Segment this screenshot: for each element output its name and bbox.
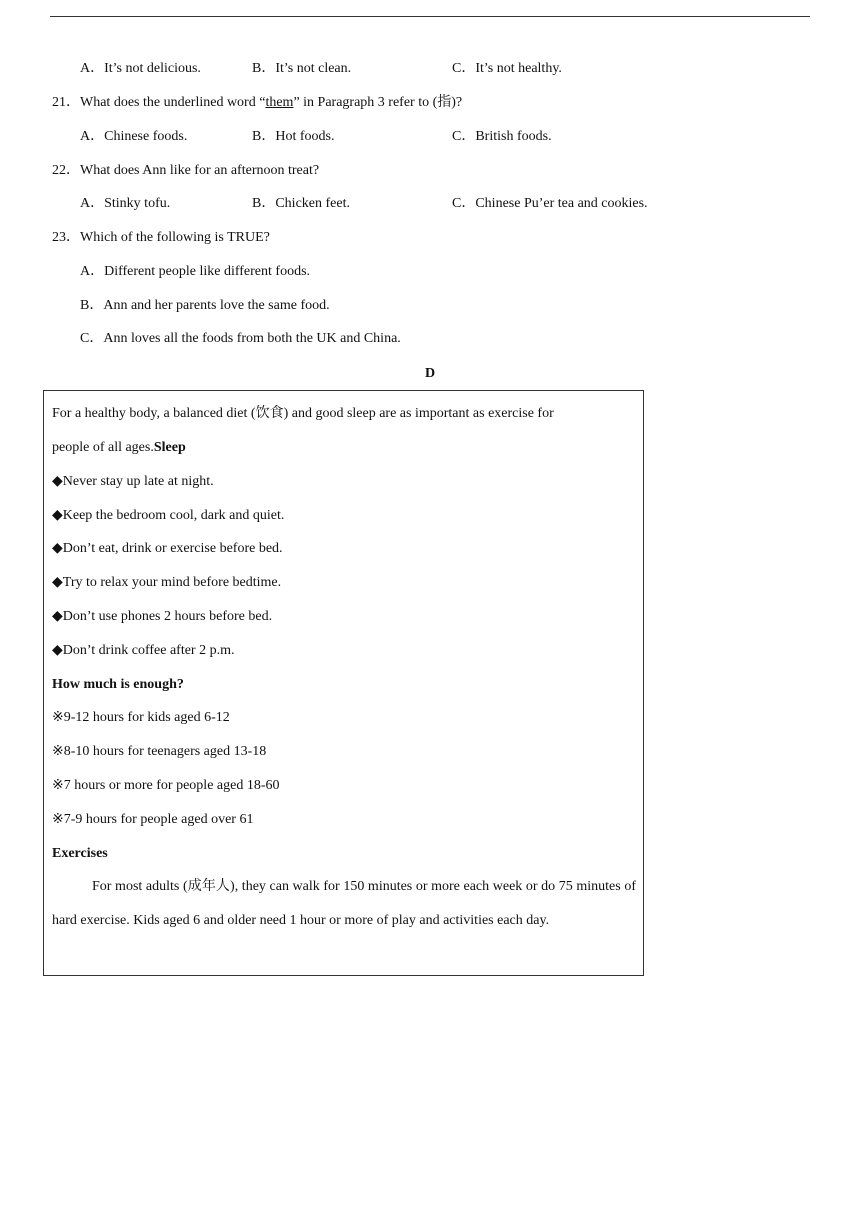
- page-top-rule: [50, 16, 810, 17]
- sleep-tip: ◆Don’t use phones 2 hours before bed.: [52, 609, 273, 624]
- section-d-box: [43, 390, 644, 976]
- q22-stem: 22．What does Ann like for an afternoon treat?: [52, 163, 320, 178]
- enough-item: ※7 hours or more for people aged 18-60: [52, 778, 280, 793]
- sleep-heading: Sleep: [153, 440, 186, 455]
- intro-line-2: [52, 439, 186, 457]
- exercises-heading: Exercises: [52, 846, 108, 861]
- q23-option-c: C．Ann loves all the foods from both the UK and China.: [80, 331, 401, 346]
- q21-stem-pre: 21．What does the underlined word “: [52, 95, 266, 110]
- q20-option-b: B．It’s not clean.: [252, 61, 352, 76]
- intro-line-1: For a healthy body, a balanced diet (饮食) and good sleep are as important as exercise for: [52, 406, 554, 421]
- intro-line-2-text: people of all ages.: [52, 440, 154, 455]
- enough-item: ※9-12 hours for kids aged 6-12: [52, 710, 230, 725]
- q21-stem-post: ” in Paragraph 3 refer to (指)?: [293, 95, 463, 110]
- q20-option-a: A．It’s not delicious.: [80, 61, 201, 76]
- sleep-tip: ◆Never stay up late at night.: [52, 474, 214, 489]
- q21-option-c: C．British foods.: [452, 129, 552, 144]
- q20-option-c: C．It’s not healthy.: [452, 61, 562, 76]
- sleep-tip: ◆Don’t drink coffee after 2 p.m.: [52, 643, 235, 658]
- q21-option-b: B．Hot foods.: [252, 129, 335, 144]
- q22-option-c: C．Chinese Pu’er tea and cookies.: [452, 196, 648, 211]
- q22-option-b: B．Chicken feet.: [252, 196, 350, 211]
- enough-heading: How much is enough?: [52, 677, 184, 692]
- exercises-paragraph: For most adults (成年人), they can walk for 150 minutes or more each week or do 75 minutes of hard exercise. Kids aged 6 and older need 1 hour or more of play and activities each day.: [52, 879, 636, 928]
- enough-item: ※8-10 hours for teenagers aged 13-18: [52, 744, 267, 759]
- enough-item: ※7-9 hours for people aged over 61: [52, 812, 254, 827]
- section-d-heading: D: [424, 366, 436, 381]
- q23-option-a: A．Different people like different foods.: [80, 264, 311, 279]
- q23-option-b: B．Ann and her parents love the same food.: [80, 298, 330, 313]
- sleep-tip: ◆Don’t eat, drink or exercise before bed.: [52, 541, 283, 556]
- q23-stem: 23．Which of the following is TRUE?: [52, 230, 270, 245]
- q22-option-a: A．Stinky tofu.: [80, 196, 171, 211]
- q21-option-a: A．Chinese foods.: [80, 129, 188, 144]
- q21-underlined-word: them: [265, 95, 294, 110]
- sleep-tip: ◆Try to relax your mind before bedtime.: [52, 575, 282, 590]
- sleep-tip: ◆Keep the bedroom cool, dark and quiet.: [52, 508, 285, 523]
- q21-stem: [52, 94, 462, 112]
